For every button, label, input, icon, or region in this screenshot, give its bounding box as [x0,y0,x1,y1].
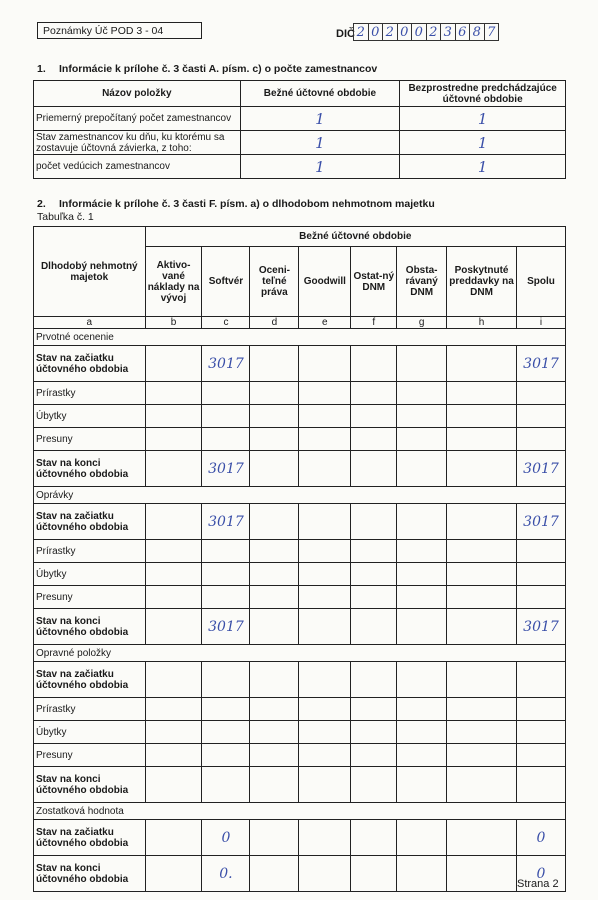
value-cell [250,856,299,892]
dic-digit: 8 [469,23,485,41]
table-row [34,662,566,698]
value-cell [145,698,202,721]
value-cell [250,586,299,609]
value-cell [145,382,202,405]
spolu-value [517,563,566,586]
value-cell [397,662,447,698]
section1-heading: 1. Informácie k prílohe č. 3 časti A. písm. c) o počte zamestnancov [37,63,378,75]
dic-digit: 0 [411,23,427,41]
softver-value: 3017 [202,346,250,382]
table-row [34,540,566,563]
table-row [34,820,566,856]
value-cell [447,856,517,892]
row-label: Prírastky [34,382,146,405]
dic-label: DIČ [336,28,355,40]
table-row [34,346,566,382]
value-cell [447,563,517,586]
value-cell [397,382,447,405]
value-cell [145,451,202,487]
table-row [34,698,566,721]
value-cell [351,428,397,451]
row-label: Stav na začiatku účtovného obdobia [34,662,146,698]
group-row [34,645,566,662]
intangible-assets-table [33,226,566,892]
table-row [34,428,566,451]
row-label: Stav na konci účtovného obdobia [34,767,146,803]
header-row [34,227,566,247]
value-cell [299,767,351,803]
value-cell [145,856,202,892]
value-cell [397,767,447,803]
row-label: Prírastky [34,698,146,721]
dic-digit: 0 [397,23,413,41]
value-cell [397,721,447,744]
spolu-value: 3017 [517,346,566,382]
row-header: Dlhodobý nehmotný majetok [34,227,146,317]
dic-digit: 2 [382,23,398,41]
row-label: Úbytky [34,721,146,744]
softver-value [202,563,250,586]
value-cell [397,540,447,563]
table-row [34,382,566,405]
spolu-value: 3017 [517,504,566,540]
value-cell [145,428,202,451]
value-cell [351,721,397,744]
col-item-name: Názov položky [34,81,241,107]
column-header: Aktivo-vané náklady na vývoj [145,247,202,317]
dic-digit: 7 [484,23,500,41]
row-label: Stav na konci účtovného obdobia [34,856,146,892]
spolu-value [517,662,566,698]
value-cell [351,662,397,698]
value-cell [250,744,299,767]
column-letter: a [34,317,146,329]
value-cell [299,504,351,540]
column-header: Softvér [202,247,250,317]
spolu-value [517,382,566,405]
table-row [34,744,566,767]
table-row [34,451,566,487]
value-cell [250,767,299,803]
value-cell [145,609,202,645]
table-row [34,609,566,645]
spolu-value [517,767,566,803]
value-cell [397,856,447,892]
softver-value [202,721,250,744]
dic-digit: 6 [455,23,471,41]
table-row [34,856,566,892]
table-row [34,586,566,609]
row-label: Presuny [34,744,146,767]
value-cell [447,721,517,744]
value-cell [250,382,299,405]
table-row [34,563,566,586]
softver-value [202,405,250,428]
spolu-value [517,405,566,428]
value-cell [447,586,517,609]
current-value: 1 [240,155,400,179]
value-cell [299,586,351,609]
previous-value: 1 [400,131,566,155]
table-row [34,405,566,428]
column-letter: c [202,317,250,329]
value-cell [299,405,351,428]
softver-value [202,540,250,563]
column-letter: g [397,317,447,329]
value-cell [351,586,397,609]
value-cell [447,504,517,540]
col-previous-period: Bezprostredne predchádzajúce účtovné obdobie [400,81,566,107]
value-cell [397,504,447,540]
row-label: Priemerný prepočítaný počet zamestnancov [34,107,241,131]
column-header: Ostat-ný DNM [351,247,397,317]
dic-digit: 2 [353,23,369,41]
value-cell [145,504,202,540]
value-cell [447,540,517,563]
value-cell [397,609,447,645]
value-cell [397,346,447,382]
row-label: Stav zamestnancov ku dňu, ku ktorému sa zostavuje účtovná závierka, z toho: [34,131,241,155]
period-header: Bežné účtovné obdobie [145,227,565,247]
spolu-value: 3017 [517,609,566,645]
dic-digit: 2 [426,23,442,41]
group-label: Zostatková hodnota [34,803,566,820]
value-cell [351,744,397,767]
softver-value [202,767,250,803]
table-row [34,155,566,179]
value-cell [397,405,447,428]
value-cell [447,382,517,405]
softver-value [202,662,250,698]
value-cell [250,451,299,487]
value-cell [145,586,202,609]
value-cell [397,451,447,487]
spolu-value: 0 [517,856,566,892]
value-cell [397,586,447,609]
value-cell [145,767,202,803]
value-cell [351,609,397,645]
letters-row [34,317,566,329]
column-header: Oceni-teľné práva [250,247,299,317]
value-cell [351,767,397,803]
value-cell [299,382,351,405]
value-cell [250,820,299,856]
row-label: Presuny [34,586,146,609]
value-cell [250,662,299,698]
value-cell [397,820,447,856]
value-cell [351,382,397,405]
value-cell [299,721,351,744]
value-cell [351,451,397,487]
column-header: Spolu [517,247,566,317]
value-cell [250,540,299,563]
value-cell [447,428,517,451]
table-row [34,721,566,744]
value-cell [351,346,397,382]
column-header: Goodwill [299,247,351,317]
column-letter: e [299,317,351,329]
row-label: Stav na konci účtovného obdobia [34,609,146,645]
group-row [34,803,566,820]
value-cell [299,662,351,698]
value-cell [250,698,299,721]
value-cell [145,662,202,698]
softver-value [202,698,250,721]
section2-heading: 2. Informácie k prílohe č. 3 časti F. písm. a) o dlhodobom nehmotnom majetku [37,198,435,210]
value-cell [351,504,397,540]
dic-digit-boxes [354,23,499,41]
current-value: 1 [240,131,400,155]
softver-value: 3017 [202,504,250,540]
value-cell [250,504,299,540]
group-label: Prvotné ocenenie [34,329,566,346]
value-cell [397,744,447,767]
value-cell [145,721,202,744]
value-cell [250,721,299,744]
row-label: Presuny [34,428,146,451]
value-cell [299,428,351,451]
value-cell [397,698,447,721]
spolu-value [517,744,566,767]
group-row [34,329,566,346]
table-label: Tabuľka č. 1 [37,211,94,223]
value-cell [145,820,202,856]
value-cell [447,346,517,382]
current-value: 1 [240,107,400,131]
value-cell [447,662,517,698]
softver-value [202,744,250,767]
column-header: Poskytnuté preddavky na DNM [447,247,517,317]
page-number: Strana 2 [517,878,559,890]
value-cell [250,428,299,451]
table-row [34,767,566,803]
value-cell [145,563,202,586]
value-cell [299,540,351,563]
value-cell [447,767,517,803]
softver-value: 3017 [202,609,250,645]
group-label: Oprávky [34,487,566,504]
column-header: Obsta-rávaný DNM [397,247,447,317]
column-letter: b [145,317,202,329]
table-row [34,504,566,540]
spolu-value: 3017 [517,451,566,487]
value-cell [145,744,202,767]
softver-value [202,382,250,405]
value-cell [447,698,517,721]
column-letter: f [351,317,397,329]
softver-value: 0. [202,856,250,892]
row-label: Úbytky [34,405,146,428]
softver-value [202,428,250,451]
value-cell [447,405,517,428]
col-current-period: Bežné účtovné obdobie [240,81,400,107]
spolu-value [517,586,566,609]
group-label: Opravné položky [34,645,566,662]
value-cell [447,820,517,856]
value-cell [351,540,397,563]
value-cell [250,563,299,586]
softver-value: 0 [202,820,250,856]
value-cell [250,346,299,382]
column-letter: d [250,317,299,329]
spolu-value [517,428,566,451]
value-cell [447,744,517,767]
value-cell [299,698,351,721]
value-cell [397,428,447,451]
row-label: počet vedúcich zamestnancov [34,155,241,179]
row-label: Prírastky [34,540,146,563]
value-cell [145,346,202,382]
value-cell [351,820,397,856]
value-cell [447,451,517,487]
value-cell [447,609,517,645]
previous-value: 1 [400,155,566,179]
value-cell [299,609,351,645]
column-letter: i [517,317,566,329]
value-cell [145,405,202,428]
row-label: Stav na konci účtovného obdobia [34,451,146,487]
row-label: Úbytky [34,563,146,586]
softver-value: 3017 [202,451,250,487]
dic-digit: 3 [440,23,456,41]
value-cell [299,451,351,487]
row-label: Stav na začiatku účtovného obdobia [34,346,146,382]
value-cell [299,820,351,856]
spolu-value [517,698,566,721]
value-cell [299,744,351,767]
previous-value: 1 [400,107,566,131]
value-cell [299,856,351,892]
group-row [34,487,566,504]
spolu-value [517,540,566,563]
value-cell [351,563,397,586]
value-cell [351,698,397,721]
spolu-value [517,721,566,744]
softver-value [202,586,250,609]
value-cell [397,563,447,586]
dic-digit: 0 [368,23,384,41]
column-letter: h [447,317,517,329]
form-code-box: Poznámky Úč POD 3 - 04 [37,22,202,39]
table-row [34,107,566,131]
value-cell [299,563,351,586]
row-label: Stav na začiatku účtovného obdobia [34,820,146,856]
value-cell [299,346,351,382]
value-cell [351,856,397,892]
row-label: Stav na začiatku účtovného obdobia [34,504,146,540]
table-row [34,131,566,155]
value-cell [250,609,299,645]
employees-table [33,80,566,179]
value-cell [250,405,299,428]
spolu-value: 0 [517,820,566,856]
value-cell [145,540,202,563]
value-cell [351,405,397,428]
